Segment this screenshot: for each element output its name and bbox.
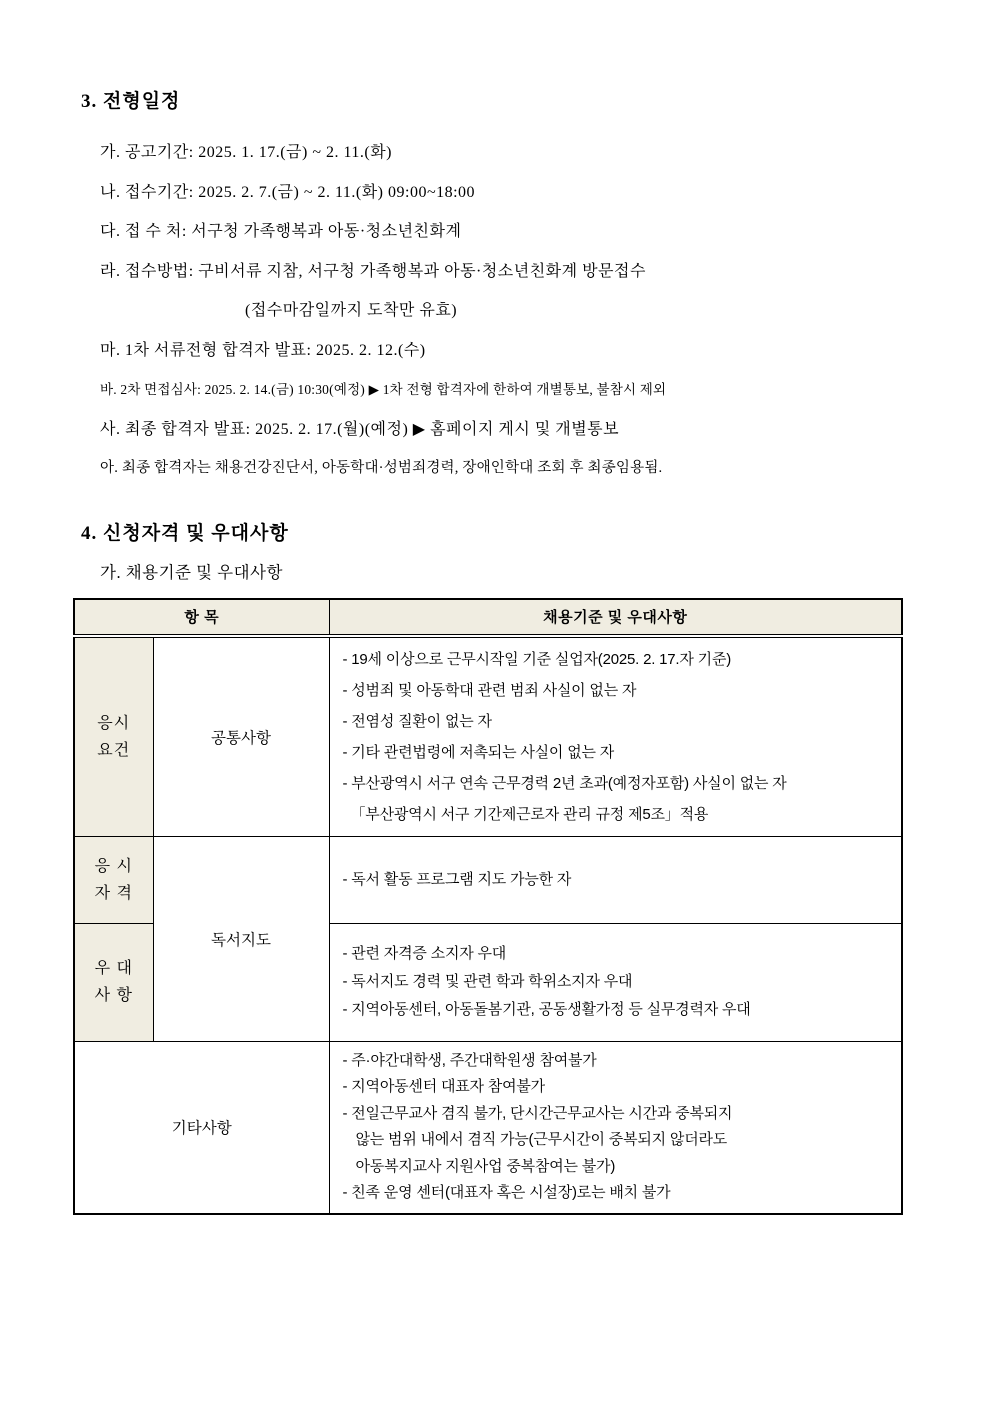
subcategory-cell-reading-guidance: 독서지도 bbox=[153, 836, 329, 1041]
criteria-line: - 19세 이상으로 근무시작일 기준 실업자(2025. 2. 17.자 기준) bbox=[342, 650, 732, 668]
category-cell-preference bbox=[74, 923, 153, 1041]
schedule-item-na: 나. 접수기간: 2025. 2. 7.(금) ~ 2. 11.(화) 09:00~18:00 bbox=[100, 183, 476, 201]
category-label-line1: 응 시 bbox=[94, 857, 133, 875]
criteria-line-continuation: 아동복지교사 지원사업 중복참여는 불가) bbox=[355, 1157, 616, 1175]
qualification-table bbox=[73, 598, 903, 1215]
criteria-line-continuation: 않는 범위 내에서 겸직 가능(근무시간이 중복되지 않더라도 bbox=[355, 1131, 728, 1148]
category-label-line1: 우 대 bbox=[94, 960, 133, 977]
criteria-line: - 부산광역시 서구 연속 근무경력 2년 초과(예정자포함) 사실이 없는 자 bbox=[342, 774, 787, 792]
criteria-line: - 전일근무교사 겸직 불가, 단시간근무교사는 시간과 중복되지 bbox=[342, 1104, 733, 1122]
schedule-item-ra: 라. 접수방법: 구비서류 지참, 서구청 가족행복과 아동·청소년친화계 방문접수 bbox=[100, 262, 646, 280]
criteria-line: - 전염성 질환이 없는 자 bbox=[342, 712, 492, 730]
schedule-item-ra-continuation: (접수마감일까지 도착만 유효) bbox=[245, 302, 458, 320]
category-label-line2: 요건 bbox=[97, 741, 131, 759]
criteria-cell-qualification bbox=[329, 836, 902, 923]
criteria-cell-common bbox=[329, 636, 902, 837]
criteria-line: - 독서지도 경력 및 관련 학과 학위소지자 우대 bbox=[342, 973, 633, 990]
header-cell-item: 항 목 bbox=[74, 599, 329, 636]
criteria-line-continuation: 「부산광역시 서구 기간제근로자 관리 규정 제5조」적용 bbox=[350, 805, 709, 823]
category-label-line1: 응시 bbox=[97, 714, 131, 732]
category-label-line2: 자 격 bbox=[94, 884, 133, 902]
table-row-other bbox=[74, 1041, 902, 1214]
criteria-cell-other bbox=[329, 1041, 902, 1214]
criteria-cell-preference bbox=[329, 923, 902, 1041]
document-content bbox=[73, 86, 903, 1215]
schedule-item-a: 아. 최종 합격자는 채용건강진단서, 아동학대·성범죄경력, 장애인학대 조회 후 최종임용됨. bbox=[100, 460, 663, 477]
criteria-line: - 주·야간대학생, 주간대학원생 참여불가 bbox=[342, 1051, 597, 1069]
category-cell-qualification bbox=[74, 836, 153, 923]
schedule-item-ga: 가. 공고기간: 2025. 1. 17.(금) ~ 2. 11.(화) bbox=[100, 144, 393, 162]
table-row-application-qualification bbox=[74, 836, 902, 923]
criteria-line: - 성범죄 및 아동학대 관련 범죄 사실이 없는 자 bbox=[342, 681, 637, 699]
criteria-line: - 지역아동센터, 아동돌봄기관, 공동생활가정 등 실무경력자 우대 bbox=[342, 1001, 751, 1018]
section4-heading: 4. 신청자격 및 우대사항 bbox=[81, 522, 289, 544]
schedule-item-sa: 사. 최종 합격자 발표: 2025. 2. 17.(월)(예정) ▶ 홈페이지 게시 및 개별통보 bbox=[100, 420, 620, 438]
table-header-row bbox=[74, 599, 902, 636]
subcategory-cell-common: 공통사항 bbox=[153, 636, 329, 837]
section4 bbox=[73, 518, 903, 1215]
section3-heading: 3. 전형일정 bbox=[81, 91, 181, 112]
schedule-item-da: 다. 접 수 처: 서구청 가족행복과 아동·청소년친화계 bbox=[100, 223, 462, 241]
category-label-line2: 사 항 bbox=[94, 987, 133, 1004]
schedule-list bbox=[73, 131, 903, 487]
schedule-item-ma: 마. 1차 서류전형 합격자 발표: 2025. 2. 12.(수) bbox=[100, 341, 426, 359]
schedule-item-ba: 바. 2차 면접심사: 2025. 2. 14.(금) 10:30(예정) ▶ 1차 전형 합격자에 한하여 개별통보, 불참시 제외 bbox=[100, 381, 667, 397]
category-cell-eligibility bbox=[74, 636, 153, 837]
header-cell-criteria: 채용기준 및 우대사항 bbox=[329, 599, 902, 636]
section4-subheading: 가. 채용기준 및 우대사항 bbox=[100, 562, 283, 582]
criteria-line: - 지역아동센터 대표자 참여불가 bbox=[342, 1078, 545, 1095]
criteria-line: - 관련 자격증 소지자 우대 bbox=[342, 945, 507, 962]
table-row-common-requirements bbox=[74, 636, 902, 837]
criteria-line: - 기타 관련법령에 저촉되는 사실이 없는 자 bbox=[342, 743, 615, 761]
criteria-line: - 독서 활동 프로그램 지도 가능한 자 bbox=[342, 870, 572, 888]
category-cell-other: 기타사항 bbox=[74, 1041, 329, 1214]
criteria-line: - 친족 운영 센터(대표자 혹은 시설장)로는 배치 불가 bbox=[342, 1184, 671, 1201]
